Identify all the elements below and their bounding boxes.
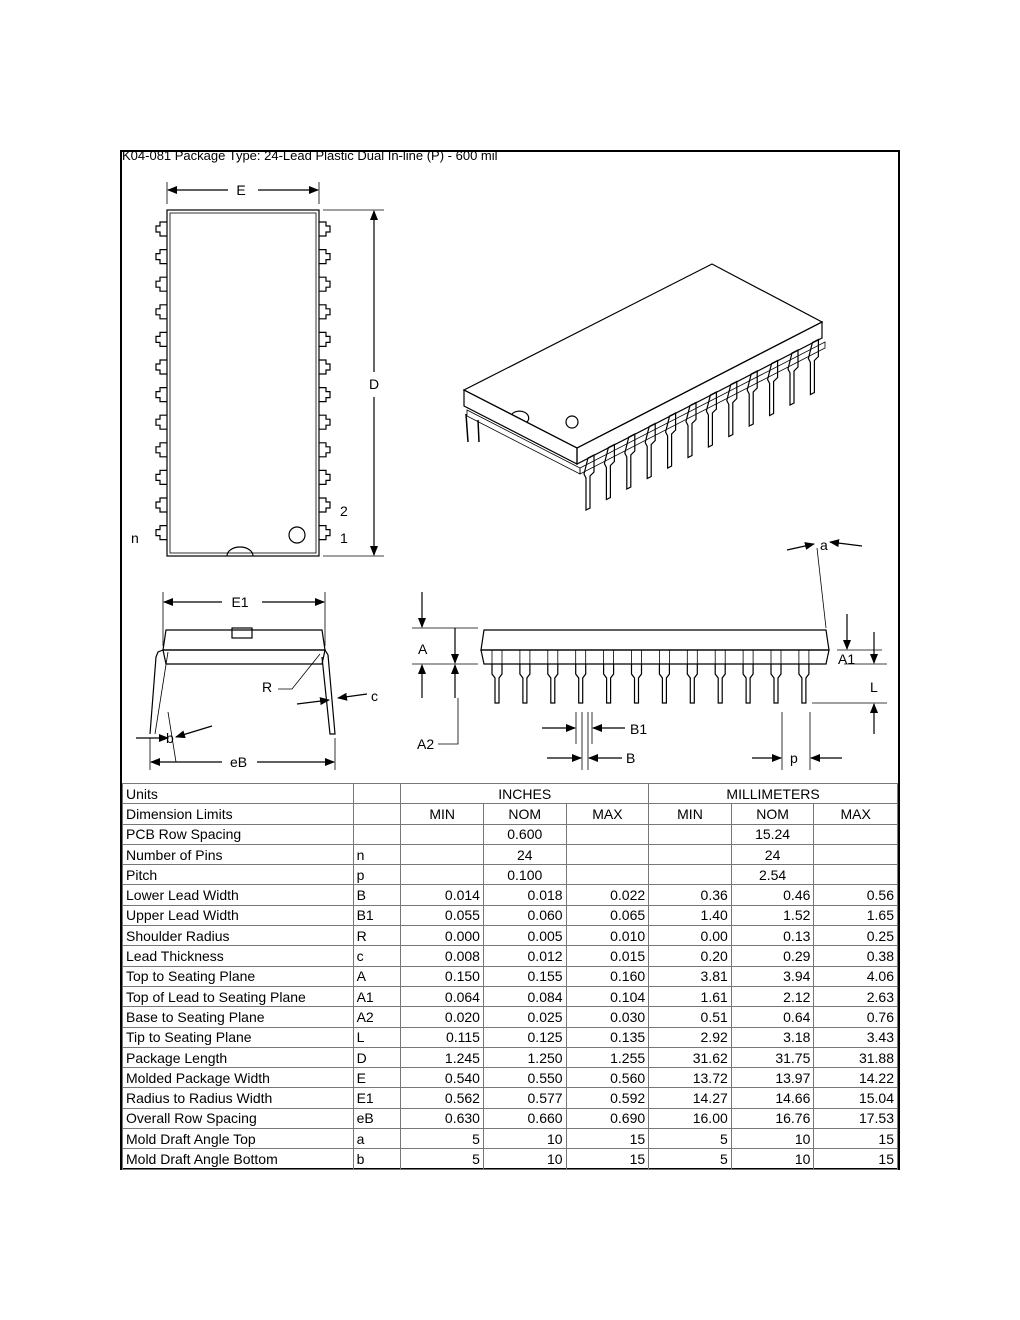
- dimension-name: PCB Row Spacing: [123, 824, 354, 844]
- top-view-pin: [319, 360, 330, 374]
- end-view-right-lead: [322, 650, 335, 734]
- dimension-value: 0.100: [483, 865, 566, 885]
- col-header: NOM: [731, 804, 814, 824]
- dimension-value: 0.064: [401, 986, 484, 1006]
- dimension-value: 24: [483, 844, 566, 864]
- label-A: A: [418, 641, 428, 657]
- dimension-value: 0.115: [401, 1027, 484, 1047]
- table-row: [123, 986, 898, 1006]
- label-c: c: [371, 688, 378, 704]
- end-view-left-lead: [150, 650, 163, 734]
- top-view-pin: [156, 443, 167, 457]
- col-header: MAX: [566, 804, 649, 824]
- limits-row: [123, 804, 898, 824]
- dimension-value: 0.000: [401, 926, 484, 946]
- dimension-value: 1.40: [649, 905, 732, 925]
- table-row: [123, 1088, 898, 1108]
- dimension-name: Lower Lead Width: [123, 885, 354, 905]
- dimension-value: [566, 844, 649, 864]
- dimension-value: 0.155: [483, 966, 566, 986]
- label-A1: A1: [838, 651, 856, 667]
- table-row: [123, 1047, 898, 1067]
- side-view-pin: [687, 664, 697, 703]
- dimension-name: Tip to Seating Plane: [123, 1027, 354, 1047]
- isometric-view: [464, 264, 825, 510]
- dimension-symbol: E1: [353, 1088, 401, 1108]
- side-view-pin: [771, 664, 781, 703]
- table-row: [123, 865, 898, 885]
- dimension-name: Shoulder Radius: [123, 926, 354, 946]
- iso-pin-row: [584, 340, 818, 511]
- side-view-pin: [604, 664, 614, 703]
- dimension-value: 1.250: [483, 1047, 566, 1067]
- dimension-value: 0.550: [483, 1068, 566, 1088]
- top-view-pin: [319, 305, 330, 319]
- dimension-value: 0.600: [483, 824, 566, 844]
- dimension-symbol: b: [353, 1149, 401, 1169]
- dimension-value: 15.04: [814, 1088, 898, 1108]
- dimension-value: 2.54: [731, 865, 814, 885]
- dimension-value: 0.065: [566, 905, 649, 925]
- inches-header: INCHES: [401, 784, 649, 804]
- dimension-name: Lead Thickness: [123, 946, 354, 966]
- dimension-value: 16.00: [649, 1108, 732, 1128]
- dimension-name: Base to Seating Plane: [123, 1007, 354, 1027]
- dimension-symbol: R: [353, 926, 401, 946]
- top-view-pin: [156, 470, 167, 484]
- dimension-value: 24: [731, 844, 814, 864]
- dimension-value: 0.64: [731, 1007, 814, 1027]
- dimension-value: 0.20: [649, 946, 732, 966]
- dimension-symbol: eB: [353, 1108, 401, 1128]
- dimension-name: Overall Row Spacing: [123, 1108, 354, 1128]
- dimension-value: 10: [483, 1149, 566, 1169]
- label-D: D: [368, 376, 380, 392]
- dimension-value: 14.66: [731, 1088, 814, 1108]
- dimension-symbol: A2: [353, 1007, 401, 1027]
- dimension-value: 0.00: [649, 926, 732, 946]
- dimension-value: 0.660: [483, 1108, 566, 1128]
- dimension-value: 16.76: [731, 1108, 814, 1128]
- label-pin-1: 1: [340, 530, 348, 546]
- dimension-value: 1.245: [401, 1047, 484, 1067]
- top-view: [156, 182, 384, 556]
- package-drawings: [122, 152, 902, 785]
- side-view-pin: [520, 664, 530, 703]
- side-view-lower-body: [481, 650, 829, 664]
- dimension-limits-label: Dimension Limits: [123, 804, 354, 824]
- dimension-value: 3.43: [814, 1027, 898, 1047]
- dimension-symbol: D: [353, 1047, 401, 1067]
- dimension-value: 0.46: [731, 885, 814, 905]
- dimension-symbol: B: [353, 885, 401, 905]
- dimension-value: 10: [731, 1149, 814, 1169]
- dimension-name: Package Length: [123, 1047, 354, 1067]
- dimension-value: 0.012: [483, 946, 566, 966]
- dimension-value: 0.015: [566, 946, 649, 966]
- col-header: MIN: [401, 804, 484, 824]
- dimension-value: 0.630: [401, 1108, 484, 1128]
- top-view-pin: [156, 498, 167, 512]
- top-view-pin: [319, 415, 330, 429]
- dimension-value: 0.540: [401, 1068, 484, 1088]
- package-outline-svg: [122, 152, 902, 785]
- right-pin-row: [319, 222, 330, 540]
- dimension-value: 10: [483, 1129, 566, 1149]
- dimension-value: [401, 824, 484, 844]
- dimension-value: 0.51: [649, 1007, 732, 1027]
- table-row: [123, 946, 898, 966]
- dimension-value: [401, 865, 484, 885]
- iso-top-face: [464, 264, 822, 448]
- side-view-pin: [659, 664, 669, 703]
- top-view-pin: [319, 332, 330, 346]
- dimension-value: 0.56: [814, 885, 898, 905]
- label-A2: A2: [417, 736, 435, 752]
- dimension-value: 1.61: [649, 986, 732, 1006]
- top-view-pin: [156, 415, 167, 429]
- table-row: [123, 885, 898, 905]
- label-E1: E1: [231, 594, 249, 610]
- label-B1: B1: [630, 721, 648, 737]
- dimension-value: [566, 865, 649, 885]
- dimension-value: 0.577: [483, 1088, 566, 1108]
- dimension-name: Mold Draft Angle Bottom: [123, 1149, 354, 1169]
- dimension-value: 1.52: [731, 905, 814, 925]
- top-view-body: [167, 210, 319, 556]
- dimension-value: 13.97: [731, 1068, 814, 1088]
- dimension-value: 4.06: [814, 966, 898, 986]
- dimension-value: 0.36: [649, 885, 732, 905]
- units-row: [123, 784, 898, 804]
- dimension-value: 0.084: [483, 986, 566, 1006]
- dimension-symbol: c: [353, 946, 401, 966]
- package-drawing-frame: [120, 150, 900, 1170]
- side-view-body: [481, 630, 829, 650]
- top-view-pin: [156, 305, 167, 319]
- table-row: [123, 844, 898, 864]
- dimension-name: Pitch: [123, 865, 354, 885]
- label-pin-2: 2: [340, 503, 348, 519]
- top-view-pin: [319, 498, 330, 512]
- dimension-value: [814, 824, 898, 844]
- dimension-value: 0.020: [401, 1007, 484, 1027]
- table-row: [123, 1007, 898, 1027]
- end-view-body: [163, 630, 325, 650]
- dimension-name: Upper Lead Width: [123, 905, 354, 925]
- dimension-value: 10: [731, 1129, 814, 1149]
- dimension-symbol: p: [353, 865, 401, 885]
- table-row: [123, 1027, 898, 1047]
- label-L: L: [870, 679, 878, 695]
- dimension-symbol: A1: [353, 986, 401, 1006]
- top-view-pin: [156, 332, 167, 346]
- dimension-value: 0.29: [731, 946, 814, 966]
- dimension-value: 2.12: [731, 986, 814, 1006]
- dimension-value: 0.562: [401, 1088, 484, 1108]
- dimension-value: 0.008: [401, 946, 484, 966]
- dimension-value: [814, 865, 898, 885]
- label-n: n: [131, 530, 139, 546]
- top-view-notch: [227, 547, 253, 556]
- dimension-value: 0.014: [401, 885, 484, 905]
- dimension-value: 31.75: [731, 1047, 814, 1067]
- dimension-value: 0.150: [401, 966, 484, 986]
- dimension-value: 15: [566, 1149, 649, 1169]
- dimension-value: 0.104: [566, 986, 649, 1006]
- top-view-pin: [156, 526, 167, 540]
- side-view-pin: [799, 664, 809, 703]
- label-eB: eB: [230, 754, 248, 770]
- iso-pin1-dot: [566, 416, 578, 428]
- dimension-value: 0.055: [401, 905, 484, 925]
- dimension-value: 0.160: [566, 966, 649, 986]
- dimension-value: 17.53: [814, 1108, 898, 1128]
- table-row: [123, 966, 898, 986]
- dimension-value: 15: [814, 1149, 898, 1169]
- dimension-value: 15.24: [731, 824, 814, 844]
- end-view-lower-body: [163, 650, 325, 664]
- dimension-value: [649, 865, 732, 885]
- dimension-value: [401, 844, 484, 864]
- table-row: [123, 905, 898, 925]
- dimension-value: 2.63: [814, 986, 898, 1006]
- iso-front-face: [464, 390, 577, 464]
- dimension-value: 3.94: [731, 966, 814, 986]
- dimension-value: 3.81: [649, 966, 732, 986]
- dimension-value: 0.592: [566, 1088, 649, 1108]
- dimension-symbol: B1: [353, 905, 401, 925]
- label-R: R: [262, 679, 273, 695]
- col-header: NOM: [483, 804, 566, 824]
- dimension-value: [566, 824, 649, 844]
- dimension-value: 1.65: [814, 905, 898, 925]
- dimension-symbol: n: [353, 844, 401, 864]
- top-view-pin: [319, 250, 330, 264]
- label-a: a: [820, 537, 828, 553]
- millimeters-header: MILLIMETERS: [649, 784, 898, 804]
- label-p: p: [790, 750, 798, 766]
- dimension-symbol: A: [353, 966, 401, 986]
- dimension-value: 0.010: [566, 926, 649, 946]
- dimension-value: 0.560: [566, 1068, 649, 1088]
- dimension-name: Top of Lead to Seating Plane: [123, 986, 354, 1006]
- top-view-pin: [319, 222, 330, 236]
- dimension-value: 1.255: [566, 1047, 649, 1067]
- table-row: [123, 824, 898, 844]
- top-view-pin: [156, 360, 167, 374]
- side-view-pin: [715, 664, 725, 703]
- side-pin-row: [492, 650, 809, 703]
- dimension-name: Molded Package Width: [123, 1068, 354, 1088]
- dimension-symbol: L: [353, 1027, 401, 1047]
- dimension-value: 31.62: [649, 1047, 732, 1067]
- dimension-value: 15: [814, 1129, 898, 1149]
- pin1-dot: [289, 527, 305, 543]
- label-b: b: [166, 730, 174, 746]
- dimension-value: 3.18: [731, 1027, 814, 1047]
- top-view-pin: [319, 277, 330, 291]
- drawing-title: K04-081 Package Type: 24-Lead Plastic Dual In-line (P) - 600 mil: [122, 148, 498, 163]
- dimension-symbol: E: [353, 1068, 401, 1088]
- top-view-pin: [156, 388, 167, 402]
- dimension-value: 13.72: [649, 1068, 732, 1088]
- dimension-value: 5: [649, 1149, 732, 1169]
- dimension-value: 0.38: [814, 946, 898, 966]
- col-header: MAX: [814, 804, 898, 824]
- side-view: [412, 542, 887, 770]
- table-row: [123, 1129, 898, 1149]
- dimension-symbol: [353, 824, 401, 844]
- side-view-pin: [576, 664, 586, 703]
- table-row: [123, 1068, 898, 1088]
- dimension-value: 0.25: [814, 926, 898, 946]
- top-view-pin: [156, 277, 167, 291]
- dimension-value: 0.022: [566, 885, 649, 905]
- iso-side-face: [577, 322, 822, 464]
- dimensions-table: [122, 783, 898, 1170]
- dimension-value: 31.88: [814, 1047, 898, 1067]
- table-row: [123, 1108, 898, 1128]
- top-view-pin: [319, 526, 330, 540]
- dimension-value: 0.125: [483, 1027, 566, 1047]
- top-view-pin: [319, 470, 330, 484]
- dimension-value: 5: [401, 1129, 484, 1149]
- dimension-value: 14.22: [814, 1068, 898, 1088]
- dimension-value: 0.690: [566, 1108, 649, 1128]
- top-view-pin: [319, 388, 330, 402]
- dimension-value: 0.030: [566, 1007, 649, 1027]
- dimension-name: Radius to Radius Width: [123, 1088, 354, 1108]
- dimension-value: 0.135: [566, 1027, 649, 1047]
- dimension-value: [649, 824, 732, 844]
- dimension-value: 0.13: [731, 926, 814, 946]
- dimension-value: 5: [401, 1149, 484, 1169]
- label-B: B: [626, 750, 636, 766]
- dimension-name: Number of Pins: [123, 844, 354, 864]
- dimension-name: Top to Seating Plane: [123, 966, 354, 986]
- table-row: [123, 1149, 898, 1169]
- label-E: E: [236, 182, 246, 198]
- side-view-pin: [743, 664, 753, 703]
- units-label: Units: [123, 784, 354, 804]
- col-header: MIN: [649, 804, 732, 824]
- dimension-value: [814, 844, 898, 864]
- dimension-value: 2.92: [649, 1027, 732, 1047]
- side-view-pin: [548, 664, 558, 703]
- dimension-value: 5: [649, 1129, 732, 1149]
- top-view-pin: [156, 222, 167, 236]
- top-view-pin: [156, 250, 167, 264]
- dimension-value: 0.018: [483, 885, 566, 905]
- dimension-value: 0.060: [483, 905, 566, 925]
- top-view-pin: [319, 443, 330, 457]
- table-row: [123, 926, 898, 946]
- dimension-value: 0.76: [814, 1007, 898, 1027]
- dimension-symbol: a: [353, 1129, 401, 1149]
- dimension-value: 15: [566, 1129, 649, 1149]
- dimension-value: 14.27: [649, 1088, 732, 1108]
- top-view-body-inner: [170, 213, 316, 553]
- side-view-pin: [632, 664, 642, 703]
- dimension-name: Mold Draft Angle Top: [123, 1129, 354, 1149]
- dimension-value: 0.005: [483, 926, 566, 946]
- left-pin-row: [156, 222, 167, 540]
- side-view-pin: [492, 664, 502, 703]
- dimension-value: [649, 844, 732, 864]
- dimension-value: 0.025: [483, 1007, 566, 1027]
